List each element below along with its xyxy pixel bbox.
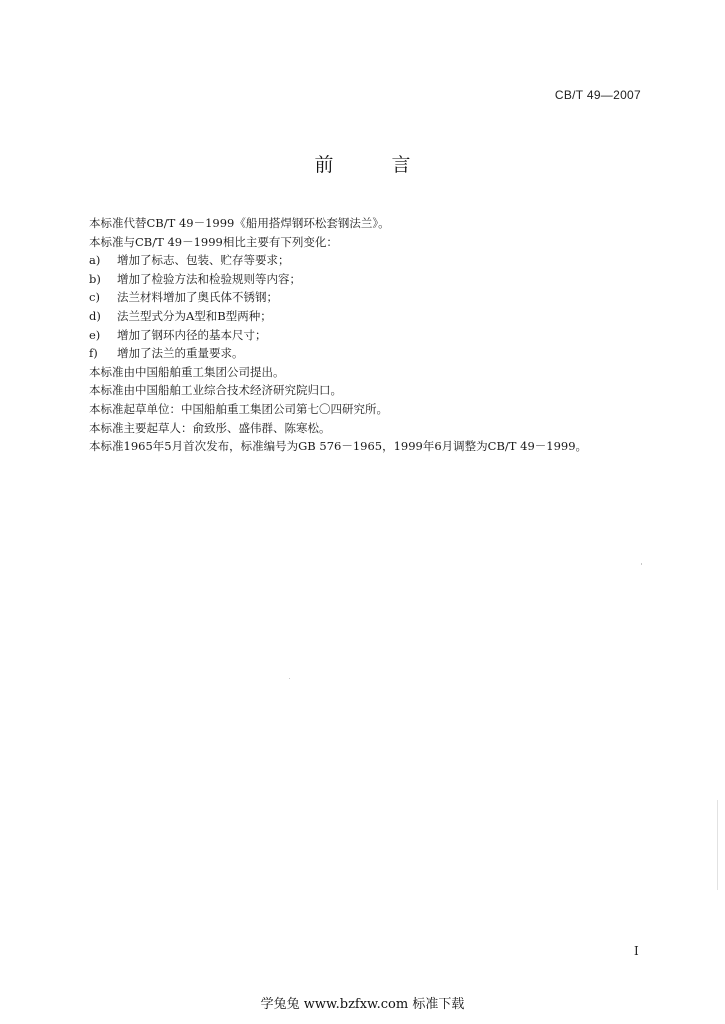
standard-code: CB/T 49—2007 [554,88,641,102]
change-item-text: 增加了标志、包装、贮存等要求； [117,253,290,268]
change-item-marker: d) [89,308,101,323]
change-item-d [89,307,649,326]
change-item-f [89,344,649,363]
paragraph-changes-intro: 本标准与CB/T 49－1999相比主要有下列变化： [89,234,338,249]
footer-watermark: 学兔兔 www.bzfxw.com 标准下载 [260,997,465,1012]
paragraph-proposer: 本标准由中国船舶重工集团公司提出。 [89,364,285,379]
paragraph-administrator: 本标准由中国船舶工业综合技术经济研究院归口。 [89,383,342,398]
change-item-text: 法兰型式分为A型和B型两种； [117,308,272,323]
scan-speck [289,678,290,679]
change-item-c [89,288,649,307]
change-item-marker: e) [89,327,101,342]
change-item-marker: b) [89,271,101,286]
foreword-body [89,214,649,456]
paragraph-replaces: 本标准代替CB/T 49－1999《船用搭焊钢环松套钢法兰》。 [89,216,390,230]
change-item-b [89,270,649,289]
change-item-text: 增加了钢环内径的基本尺寸； [117,327,267,342]
change-item-text: 增加了法兰的重量要求。 [117,346,244,361]
paragraph-history: 本标准1965年5月首次发布，标准编号为GB 576－1965，1999年6月调整为CB/T 49－1999。 [89,439,588,454]
paragraph-drafting-unit: 本标准起草单位：中国船舶重工集团公司第七〇四研究所。 [89,401,388,416]
change-item-marker: f) [89,346,98,361]
change-item-marker: c) [89,290,100,305]
change-item-e [89,326,649,345]
scan-speck [641,563,642,565]
scan-edge-mark [717,800,718,890]
paragraph-drafters: 本标准主要起草人：俞致彤、盛伟群、陈寒松。 [89,420,331,435]
change-item-text: 法兰材料增加了奥氏体不锈钢； [117,290,278,305]
change-item-marker: a) [89,253,101,268]
change-item-a [89,251,649,270]
page-number: I [634,944,639,958]
change-item-text: 增加了检验方法和检验规则等内容； [117,271,301,286]
page-title: 前 言 [314,154,437,176]
